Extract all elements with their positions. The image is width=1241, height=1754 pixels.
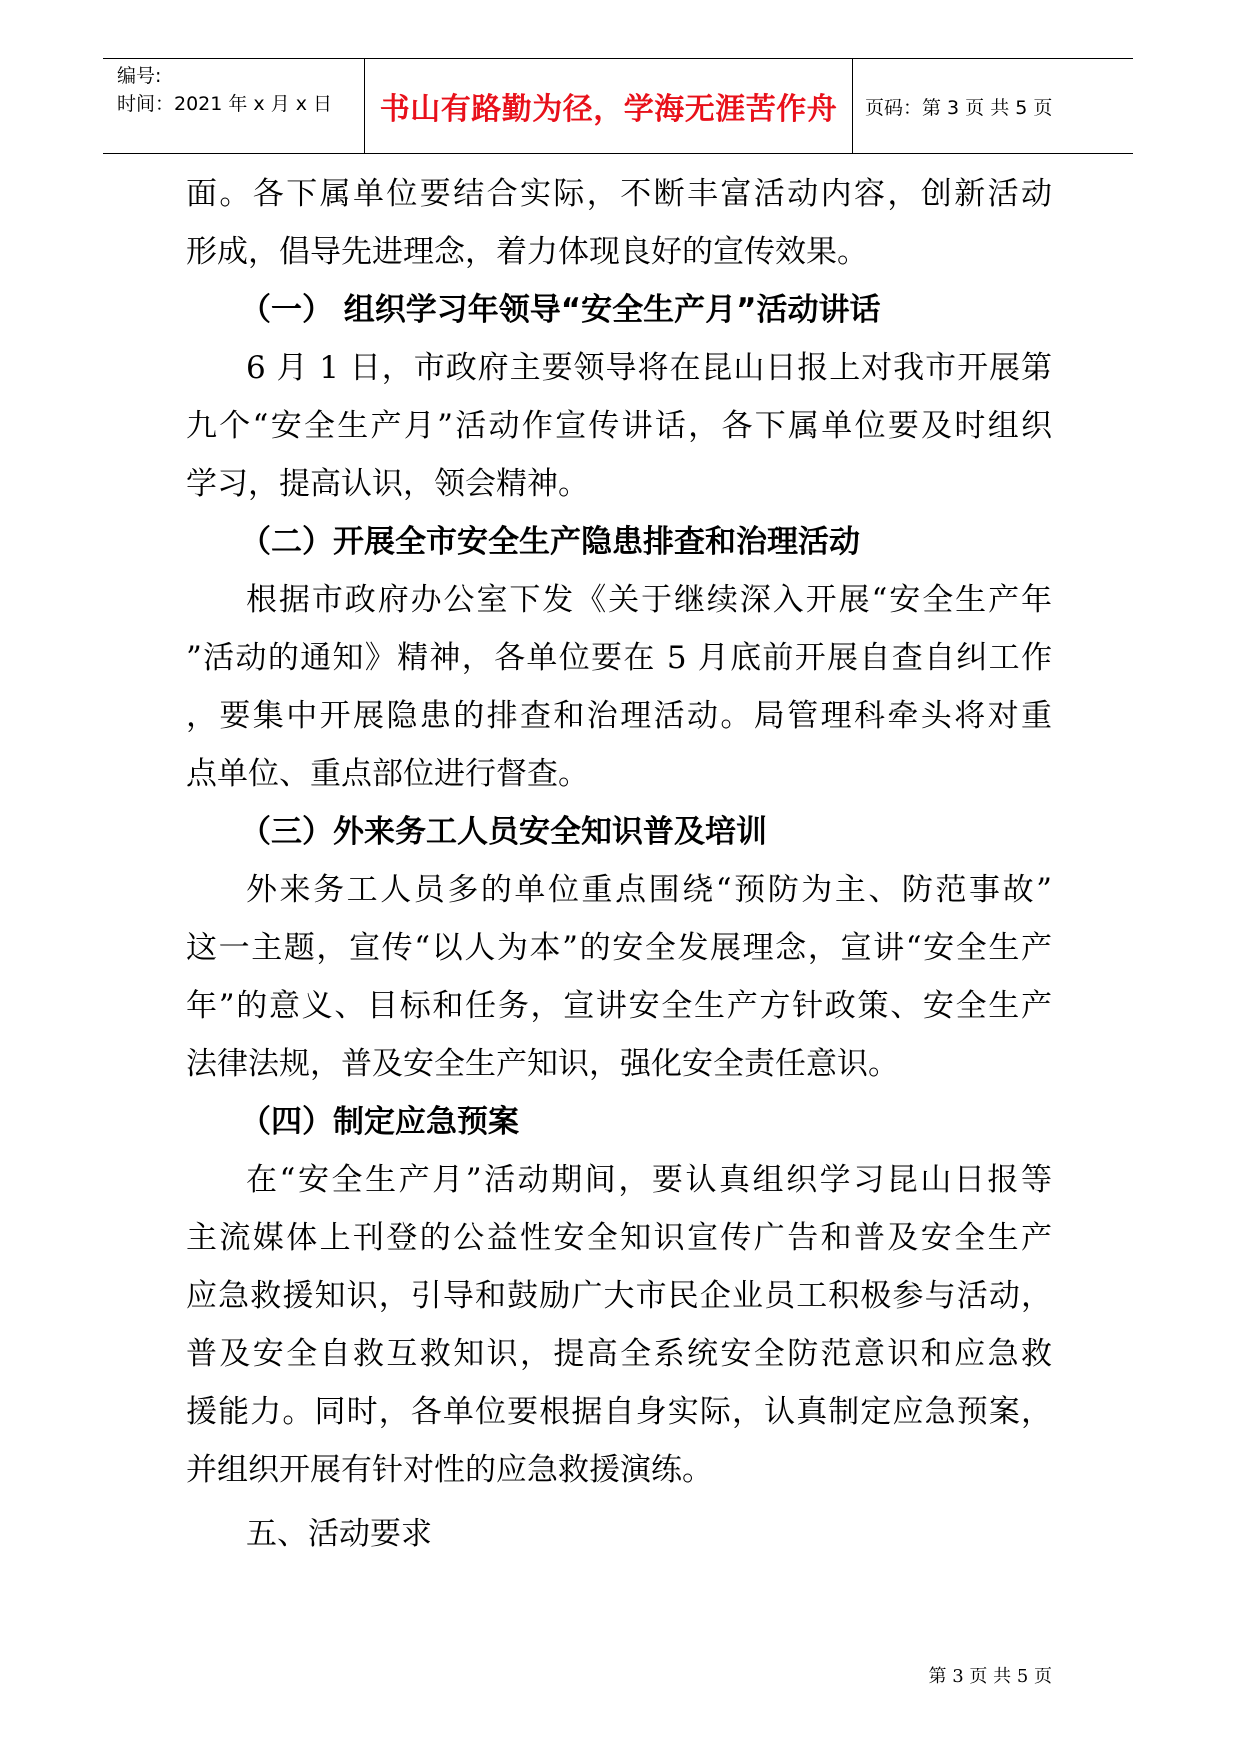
body-line: 面。各下属单位要结合实际，不断丰富活动内容，创新活动 xyxy=(186,176,1052,212)
section-heading-4: （四）制定应急预案 xyxy=(240,1104,519,1140)
body-line: 并组织开展有针对性的应急救援演练。 xyxy=(186,1452,713,1488)
page-footer: 第 3 页 共 5 页 xyxy=(928,1666,1052,1687)
body-line: 主流媒体上刊登的公益性安全知识宣传广告和普及安全生产 xyxy=(186,1220,1052,1256)
page-info: 页码：第 3 页 共 5 页 xyxy=(865,96,1053,119)
time-label: 时间：2021 年 x 月 x 日 xyxy=(117,93,333,115)
body-line: 援能力。同时，各单位要根据自身实际，认真制定应急预案， xyxy=(186,1394,1052,1430)
body-line: 应急救援知识，引导和鼓励广大市民企业员工积极参与活动， xyxy=(186,1278,1052,1314)
body-line: 学习，提高认识，领会精神。 xyxy=(186,466,589,502)
body-line: 年”的意义、目标和任务，宣讲安全生产方针政策、安全生产 xyxy=(186,988,1052,1024)
section-heading-5: 五、活动要求 xyxy=(246,1516,432,1552)
section-heading-2: （二）开展全市安全生产隐患排查和治理活动 xyxy=(240,524,860,560)
serial-label: 编号: xyxy=(117,65,162,87)
body-line: 外来务工人员多的单位重点围绕“预防为主、防范事故” xyxy=(246,872,1052,908)
body-line: 6 月 1 日，市政府主要领导将在昆山日报上对我市开展第 xyxy=(246,350,1052,386)
motto: 书山有路勤为径，学海无涯苦作舟 xyxy=(379,92,838,127)
body-line: 这一主题，宣传“以人为本”的安全发展理念，宣讲“安全生产 xyxy=(186,930,1052,966)
body-line: ，要集中开展隐患的排查和治理活动。局管理科牵头将对重 xyxy=(186,698,1052,734)
body-line: 根据市政府办公室下发《关于继续深入开展“安全生产年 xyxy=(246,582,1052,618)
body-line: 法律法规，普及安全生产知识，强化安全责任意识。 xyxy=(186,1046,899,1082)
body-line: ”活动的通知》精神，各单位要在 5 月底前开展自查自纠工作 xyxy=(186,640,1052,676)
body-line: 普及安全自救互救知识，提高全系统安全防范意识和应急救 xyxy=(186,1336,1052,1372)
section-heading-1: （一） 组织学习年领导“安全生产月”活动讲话 xyxy=(240,292,881,328)
body-line: 在“安全生产月”活动期间，要认真组织学习昆山日报等 xyxy=(246,1162,1052,1198)
body-line: 九个“安全生产月”活动作宣传讲话，各下属单位要及时组织 xyxy=(186,408,1052,444)
body-line: 点单位、重点部位进行督查。 xyxy=(186,756,589,792)
section-heading-3: （三）外来务工人员安全知识普及培训 xyxy=(240,814,767,850)
body-line: 形成，倡导先进理念，着力体现良好的宣传效果。 xyxy=(186,234,868,270)
